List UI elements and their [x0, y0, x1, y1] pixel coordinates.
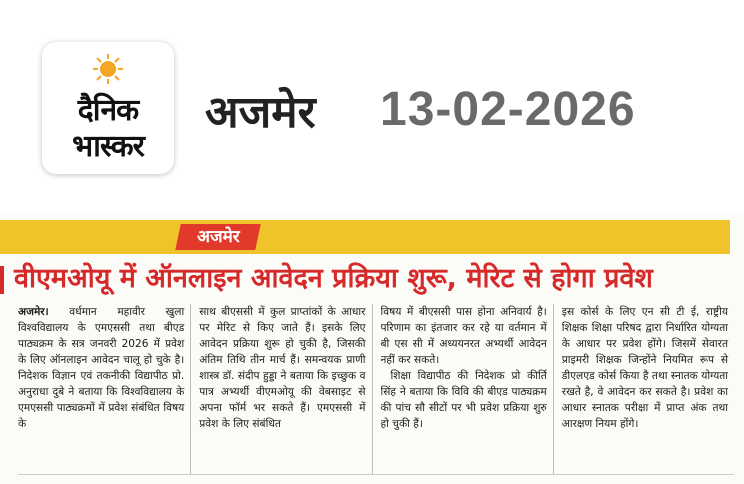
- section-bar: [0, 220, 730, 254]
- city-title: अजमेर: [205, 87, 316, 138]
- article-body: [18, 304, 734, 474]
- logo-text-bhaskar: भास्कर: [72, 129, 144, 164]
- news-clipping: [0, 212, 744, 484]
- section-tag: [175, 224, 261, 250]
- article-column-1: [18, 304, 191, 474]
- column-2-text: साथ बीएससी में कुल प्राप्तांकों के आधार पर मेरिट से किए जाते हैं। इसके लिए आवेदन प्रक्रिया शुरू हो चुकी है, जिसकी अंतिम तिथि तीन मार्च हैं। समन्वयक प्राणी शास्त्र डॉ. संदीप हुड्डा ने बताया कि इच्छुक व पात्र अभ्यर्थी वीएमओयू की वेबसाइट से अपना फॉर्म भर सकते हैं। एमएससी में प्रवेश के लिए संबंधित: [199, 306, 366, 430]
- column-3-paragraph-1: विषय में बीएससी पास होना अनिवार्य है। परिणाम का इंतजार कर रहे या वर्तमान में बी एस सी में अध्ययनरत अभ्यर्थी आवेदन नहीं कर सकते।: [380, 306, 547, 366]
- article-column-4: [562, 304, 734, 474]
- column-4-text: इस कोर्स के लिए एन सी टी ई, राष्ट्रीय शिक्षक शिक्षा परिषद द्वारा निर्धारित योग्यता के आधार पर प्रवेश होंगे। जिसमें सेवारत प्राइमरी शिक्षक जिन्होंने नियमित रूप से डीएलएड कोर्स किया है तथा स्नातक योग्यता रखते है, वे आवेदन कर सकते है। प्रवेश का आधार स्नातक परीक्षा में प्राप्त अंक तथा आरक्षण नियम होंगे।: [561, 306, 728, 430]
- logo-text-dainik: दैनिक: [77, 93, 139, 128]
- headline-marker: [0, 266, 4, 294]
- article-dateline: अजमेर।: [18, 306, 49, 318]
- article-headline: [0, 256, 744, 302]
- headline-text: वीएमओयू में ऑनलाइन आवेदन प्रक्रिया शुरू, मेरिट से होगा प्रवेश: [14, 263, 653, 294]
- column-3-paragraph-2: शिक्षा विद्यापीठ की निदेशक प्रो कीर्ति सिंह ने बताया कि विवि की बीएड पाठ्यक्रम की पांच सौ सीटों पर भी प्रवेश प्रक्रिया शुरु हो चुकी हैं।: [380, 370, 547, 430]
- article-column-3: [381, 304, 554, 474]
- edition-date: 13-02-2026: [380, 83, 636, 136]
- dainik-bhaskar-logo: [42, 42, 174, 174]
- sun-icon: [93, 54, 123, 84]
- section-label: अजमेर: [196, 227, 240, 247]
- column-1-text: वर्धमान महावीर खुला विश्वविद्यालय के एमएससी तथा बीएड पाठ्यक्रम के सत्र जनवरी 2026 में प्रवेश के लिए ऑनलाइन आवेदन चालू हो चुके है। निदेशक विज्ञान एवं तकनीकी विद्यापीठ प्रो. अनुराधा दुबे ने बताया कि विश्वविद्यालय के एमएससी पाठ्यक्रमों में प्रवेश संबंधित विषय के: [18, 306, 185, 430]
- next-article-edge: [18, 474, 734, 484]
- article-column-2: [199, 304, 372, 474]
